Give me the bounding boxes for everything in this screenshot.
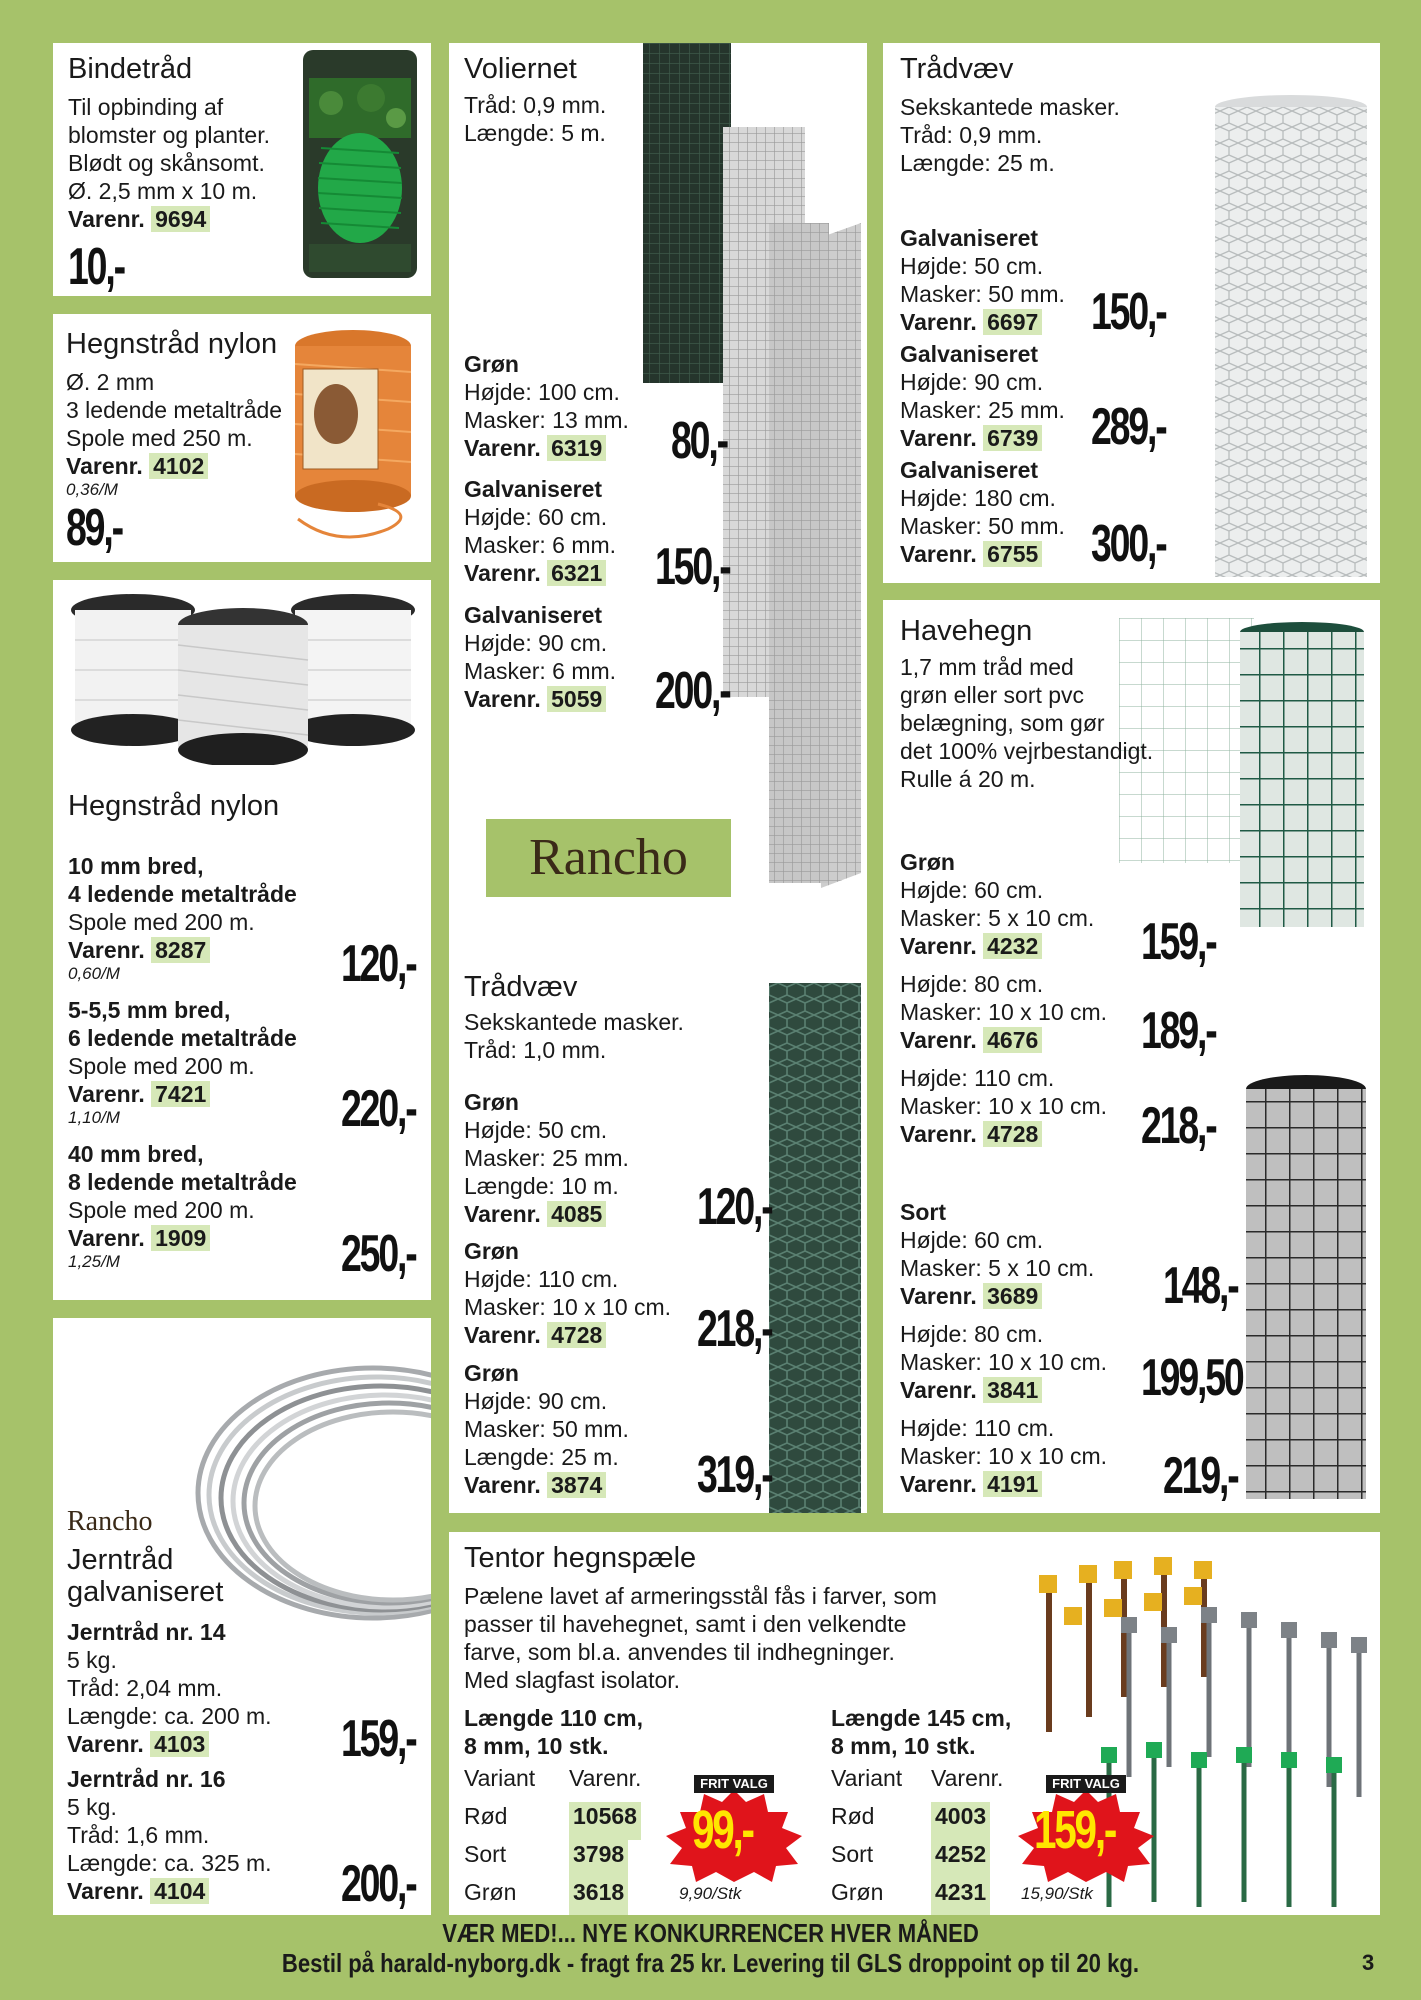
traadvaev-gron-item: Grøn Højde: 50 cm. Masker: 25 mm. Længde: 10 m. Varenr. 4085 bbox=[464, 1089, 629, 1227]
unit-price: 0,60/M bbox=[68, 964, 120, 983]
price-tag: 148,- bbox=[1163, 1257, 1238, 1315]
panel-tentor bbox=[449, 1532, 1380, 1915]
table-row: Grøn 4231 bbox=[831, 1878, 1031, 1915]
sku-badge: 6697 bbox=[983, 309, 1042, 335]
unit-price: 1,25/M bbox=[68, 1252, 120, 1271]
price-tag: 159,- bbox=[1034, 1800, 1116, 1860]
unit-price: 9,90/Stk bbox=[679, 1884, 742, 1903]
sku-badge: 4231 bbox=[931, 1878, 990, 1915]
price-tag: 220,- bbox=[341, 1080, 416, 1138]
bindetraad-product-image bbox=[301, 48, 421, 280]
table-row: Rød 4003 bbox=[831, 1802, 1031, 1840]
frit-valg-badge bbox=[1004, 1772, 1169, 1882]
hegn-spole-desc: Ø. 2 mm 3 ledende metaltråde Spole med 250 m. Varenr. 4102 0,36/M bbox=[66, 369, 283, 499]
voliernet-item: Galvaniseret Højde: 60 cm. Masker: 6 mm. Varenr. 6321 bbox=[464, 476, 617, 586]
sku-badge: 4191 bbox=[983, 1471, 1042, 1497]
havehegn-item: Højde: 110 cm. Masker: 10 x 10 cm. Varenr. 4191 bbox=[900, 1415, 1108, 1497]
traadvaev-galv-title: Trådvæv bbox=[900, 53, 1014, 85]
sku-badge: 3874 bbox=[547, 1472, 606, 1498]
traadvaev-gron-desc: Sekskantede masker. Tråd: 1,0 mm. bbox=[464, 1009, 684, 1063]
footer-shipping-info: Bestil på harald-nyborg.dk - fragt fra 25 kr. Levering til GLS droppoint op til 20 kg. bbox=[281, 1948, 1140, 1978]
hegn-bred-item: 40 mm bred, 8 ledende metaltråde Spole med 200 m. Varenr. 1909 1,25/M bbox=[68, 1140, 418, 1272]
panel-hegnstraad-spole bbox=[53, 314, 431, 562]
price-tag: 200,- bbox=[341, 1855, 416, 1913]
hegnstraad-spool-image bbox=[278, 324, 428, 554]
hegn-bred-title: Hegnstråd nylon bbox=[68, 790, 280, 822]
price-tag: 10,- bbox=[68, 238, 124, 296]
voliernet-item: Grøn Højde: 100 cm. Masker: 13 mm. Varenr. 6319 bbox=[464, 351, 629, 461]
price-tag: 218,- bbox=[697, 1300, 772, 1358]
footer-promo: VÆR MED!... NYE KONKURRENCER HVER MÅNED bbox=[442, 1918, 979, 1948]
jerntraad-title: Jerntråd galvaniseret bbox=[67, 1544, 224, 1608]
table-row: Sort 3798 bbox=[464, 1840, 664, 1878]
sku-badge: 6755 bbox=[983, 541, 1042, 567]
galvanized-hex-roll-image bbox=[1211, 95, 1371, 580]
havehegn-item: Højde: 80 cm. Masker: 10 x 10 cm. Varenr. 3841 bbox=[900, 1321, 1108, 1403]
sku-badge: 6321 bbox=[547, 560, 606, 586]
sku-badge: 4728 bbox=[983, 1121, 1042, 1147]
green-fence-roll-image bbox=[1235, 622, 1370, 934]
sku-badge: 6739 bbox=[983, 425, 1042, 451]
price-tag: 189,- bbox=[1141, 1002, 1216, 1060]
price-tag: 89,- bbox=[66, 499, 122, 557]
price-tag: 99,- bbox=[692, 1800, 753, 1860]
price-tag: 199,50 bbox=[1141, 1349, 1243, 1407]
sku-badge: 7421 bbox=[151, 1081, 210, 1107]
sku-badge: 4252 bbox=[931, 1840, 990, 1878]
havehegn-title: Havehegn bbox=[900, 615, 1033, 647]
unit-price: 0,36/M bbox=[66, 480, 118, 499]
sku-badge: 4085 bbox=[547, 1201, 606, 1227]
tentor-group-heading: Længde 110 cm, 8 mm, 10 stk. bbox=[464, 1705, 643, 1759]
price-tag: 200,- bbox=[655, 662, 730, 720]
rancho-logo: Rancho bbox=[529, 829, 688, 886]
price-tag: 219,- bbox=[1163, 1447, 1238, 1505]
frit-valg-label: FRIT VALG bbox=[1046, 1775, 1126, 1793]
traadvaev-galv-desc: Sekskantede masker. Tråd: 0,9 mm. Længde: 25 m. bbox=[900, 94, 1120, 176]
sku-badge: 4104 bbox=[150, 1878, 209, 1904]
sku-badge: 4003 bbox=[931, 1802, 990, 1840]
traadvaev-galv-item: Galvaniseret Højde: 50 cm. Masker: 50 mm. Varenr. 6697 bbox=[900, 225, 1065, 335]
tentor-group-heading: Længde 145 cm, 8 mm, 10 stk. bbox=[831, 1705, 1012, 1759]
unit-price: 15,90/Stk bbox=[1021, 1884, 1093, 1903]
price-tag: 80,- bbox=[671, 412, 727, 470]
hegn-spole-title: Hegnstråd nylon bbox=[66, 328, 278, 360]
bindetraad-desc: Til opbinding af blomster og planter. Blødt og skånsomt. Ø. 2,5 mm x 10 m. Varenr. 9694 bbox=[68, 94, 271, 232]
price-tag: 159,- bbox=[341, 1710, 416, 1768]
voliernet-item: Galvaniseret Højde: 90 cm. Masker: 6 mm. Varenr. 5059 bbox=[464, 602, 617, 712]
price-tag: 289,- bbox=[1091, 398, 1166, 456]
voliernet-title: Voliernet bbox=[464, 53, 577, 85]
price-tag: 150,- bbox=[655, 538, 730, 596]
price-tag: 250,- bbox=[341, 1225, 416, 1283]
havehegn-item: Højde: 60 cm. Masker: 5 x 10 cm. Varenr. 3689 bbox=[900, 1227, 1095, 1309]
price-tag: 218,- bbox=[1141, 1097, 1216, 1155]
havehegn-desc: 1,7 mm tråd med grøn eller sort pvc belægning, som gør det 100% vejrbestandigt. Rulle á 20 m. bbox=[900, 654, 1154, 792]
tentor-title: Tentor hegnspæle bbox=[464, 1542, 697, 1574]
panel-hegnstraad-bred bbox=[53, 580, 431, 1300]
havehegn-item: Højde: 80 cm. Masker: 10 x 10 cm. Varenr. 4676 bbox=[900, 971, 1108, 1053]
sku-badge: 3689 bbox=[983, 1283, 1042, 1309]
rancho-logo: Rancho bbox=[67, 1506, 153, 1537]
price-tag: 150,- bbox=[1091, 283, 1166, 341]
sku-badge: 3841 bbox=[983, 1377, 1042, 1403]
sku-badge: 1909 bbox=[151, 1225, 210, 1251]
price-tag: 300,- bbox=[1091, 515, 1166, 573]
price-tag: 120,- bbox=[697, 1178, 772, 1236]
frit-valg-badge bbox=[654, 1772, 814, 1882]
table-row: Grøn 3618 bbox=[464, 1878, 664, 1915]
sku-badge: 4676 bbox=[983, 1027, 1042, 1053]
hegn-bred-item: 10 mm bred, 4 ledende metaltråde Spole med 200 m. Varenr. 8287 0,60/M bbox=[68, 852, 418, 984]
tentor-table: Variant Varenr. Rød 10568 Sort 3798 Grøn 3618 bbox=[464, 1764, 664, 1915]
table-row: Sort 4252 bbox=[831, 1840, 1031, 1878]
havehegn-black-heading: Sort bbox=[900, 1199, 946, 1225]
traadvaev-galv-item: Galvaniseret Højde: 90 cm. Masker: 25 mm. Varenr. 6739 bbox=[900, 341, 1065, 451]
havehegn-green-heading: Grøn bbox=[900, 849, 955, 875]
sku-badge: 8287 bbox=[151, 937, 210, 963]
sku-badge: 3798 bbox=[569, 1840, 628, 1878]
tentor-desc: Pælene lavet af armeringsstål fås i farver, som passer til havehegnet, samt i den velkendte farve, som bl.a. anvendes til indhegninger. Med slagfast isolator. bbox=[464, 1583, 937, 1693]
panel-traadvaev-galv bbox=[883, 43, 1380, 583]
traadvaev-gron-title: Trådvæv bbox=[464, 971, 578, 1003]
white-tape-spools-image bbox=[63, 590, 423, 765]
black-fence-roll-image bbox=[1241, 1075, 1371, 1505]
mesh-rolls-image bbox=[639, 43, 867, 923]
table-row: Rød 10568 bbox=[464, 1802, 664, 1840]
sku-badge: 4102 bbox=[149, 453, 208, 479]
havehegn-item: Højde: 110 cm. Masker: 10 x 10 cm. Varenr. 4728 bbox=[900, 1065, 1108, 1147]
sku-badge: 4232 bbox=[983, 933, 1042, 959]
panel-jerntraad bbox=[53, 1318, 431, 1915]
footer bbox=[0, 1918, 1421, 1978]
panel-voliernet bbox=[449, 43, 867, 1513]
voliernet-desc: Tråd: 0,9 mm. Længde: 5 m. bbox=[464, 92, 607, 146]
unit-price: 1,10/M bbox=[68, 1108, 120, 1127]
traadvaev-galv-item: Galvaniseret Højde: 180 cm. Masker: 50 mm. Varenr. 6755 bbox=[900, 457, 1065, 567]
bindetraad-title: Bindetråd bbox=[68, 53, 193, 85]
sku-badge: 6319 bbox=[547, 435, 606, 461]
traadvaev-gron-item: Grøn Højde: 90 cm. Masker: 50 mm. Længde: 25 m. Varenr. 3874 bbox=[464, 1360, 629, 1498]
hegn-bred-item: 5-5,5 mm bred, 6 ledende metaltråde Spole med 200 m. Varenr. 7421 1,10/M bbox=[68, 996, 418, 1128]
page-number: 3 bbox=[1362, 1950, 1375, 1975]
price-tag: 159,- bbox=[1141, 913, 1216, 971]
price-tag: 319,- bbox=[697, 1446, 772, 1504]
panel-bindetraad bbox=[53, 43, 431, 296]
sku-badge: 10568 bbox=[569, 1802, 641, 1840]
price-tag: 120,- bbox=[341, 935, 416, 993]
rancho-logo-box bbox=[486, 819, 731, 897]
havehegn-item: Højde: 60 cm. Masker: 5 x 10 cm. Varenr. 4232 bbox=[900, 877, 1095, 959]
green-hex-roll-image bbox=[769, 983, 867, 1513]
jerntraad-item: Jerntråd nr. 16 5 kg. Tråd: 1,6 mm. Længde: ca. 325 m. Varenr. 4104 bbox=[67, 1766, 272, 1904]
sku-badge: 4728 bbox=[547, 1322, 606, 1348]
frit-valg-label: FRIT VALG bbox=[694, 1775, 774, 1793]
sku-badge: 9694 bbox=[151, 206, 210, 232]
sku-badge: 5059 bbox=[547, 686, 606, 712]
traadvaev-gron-item: Grøn Højde: 110 cm. Masker: 10 x 10 cm. Varenr. 4728 bbox=[464, 1238, 672, 1348]
jerntraad-item: Jerntråd nr. 14 5 kg. Tråd: 2,04 mm. Længde: ca. 200 m. Varenr. 4103 bbox=[67, 1619, 272, 1757]
sku-badge: 4103 bbox=[150, 1731, 209, 1757]
sku-badge: 3618 bbox=[569, 1878, 628, 1915]
tentor-table: Variant Varenr. Rød 4003 Sort 4252 Grøn 4231 bbox=[831, 1764, 1031, 1915]
panel-havehegn bbox=[883, 600, 1380, 1513]
